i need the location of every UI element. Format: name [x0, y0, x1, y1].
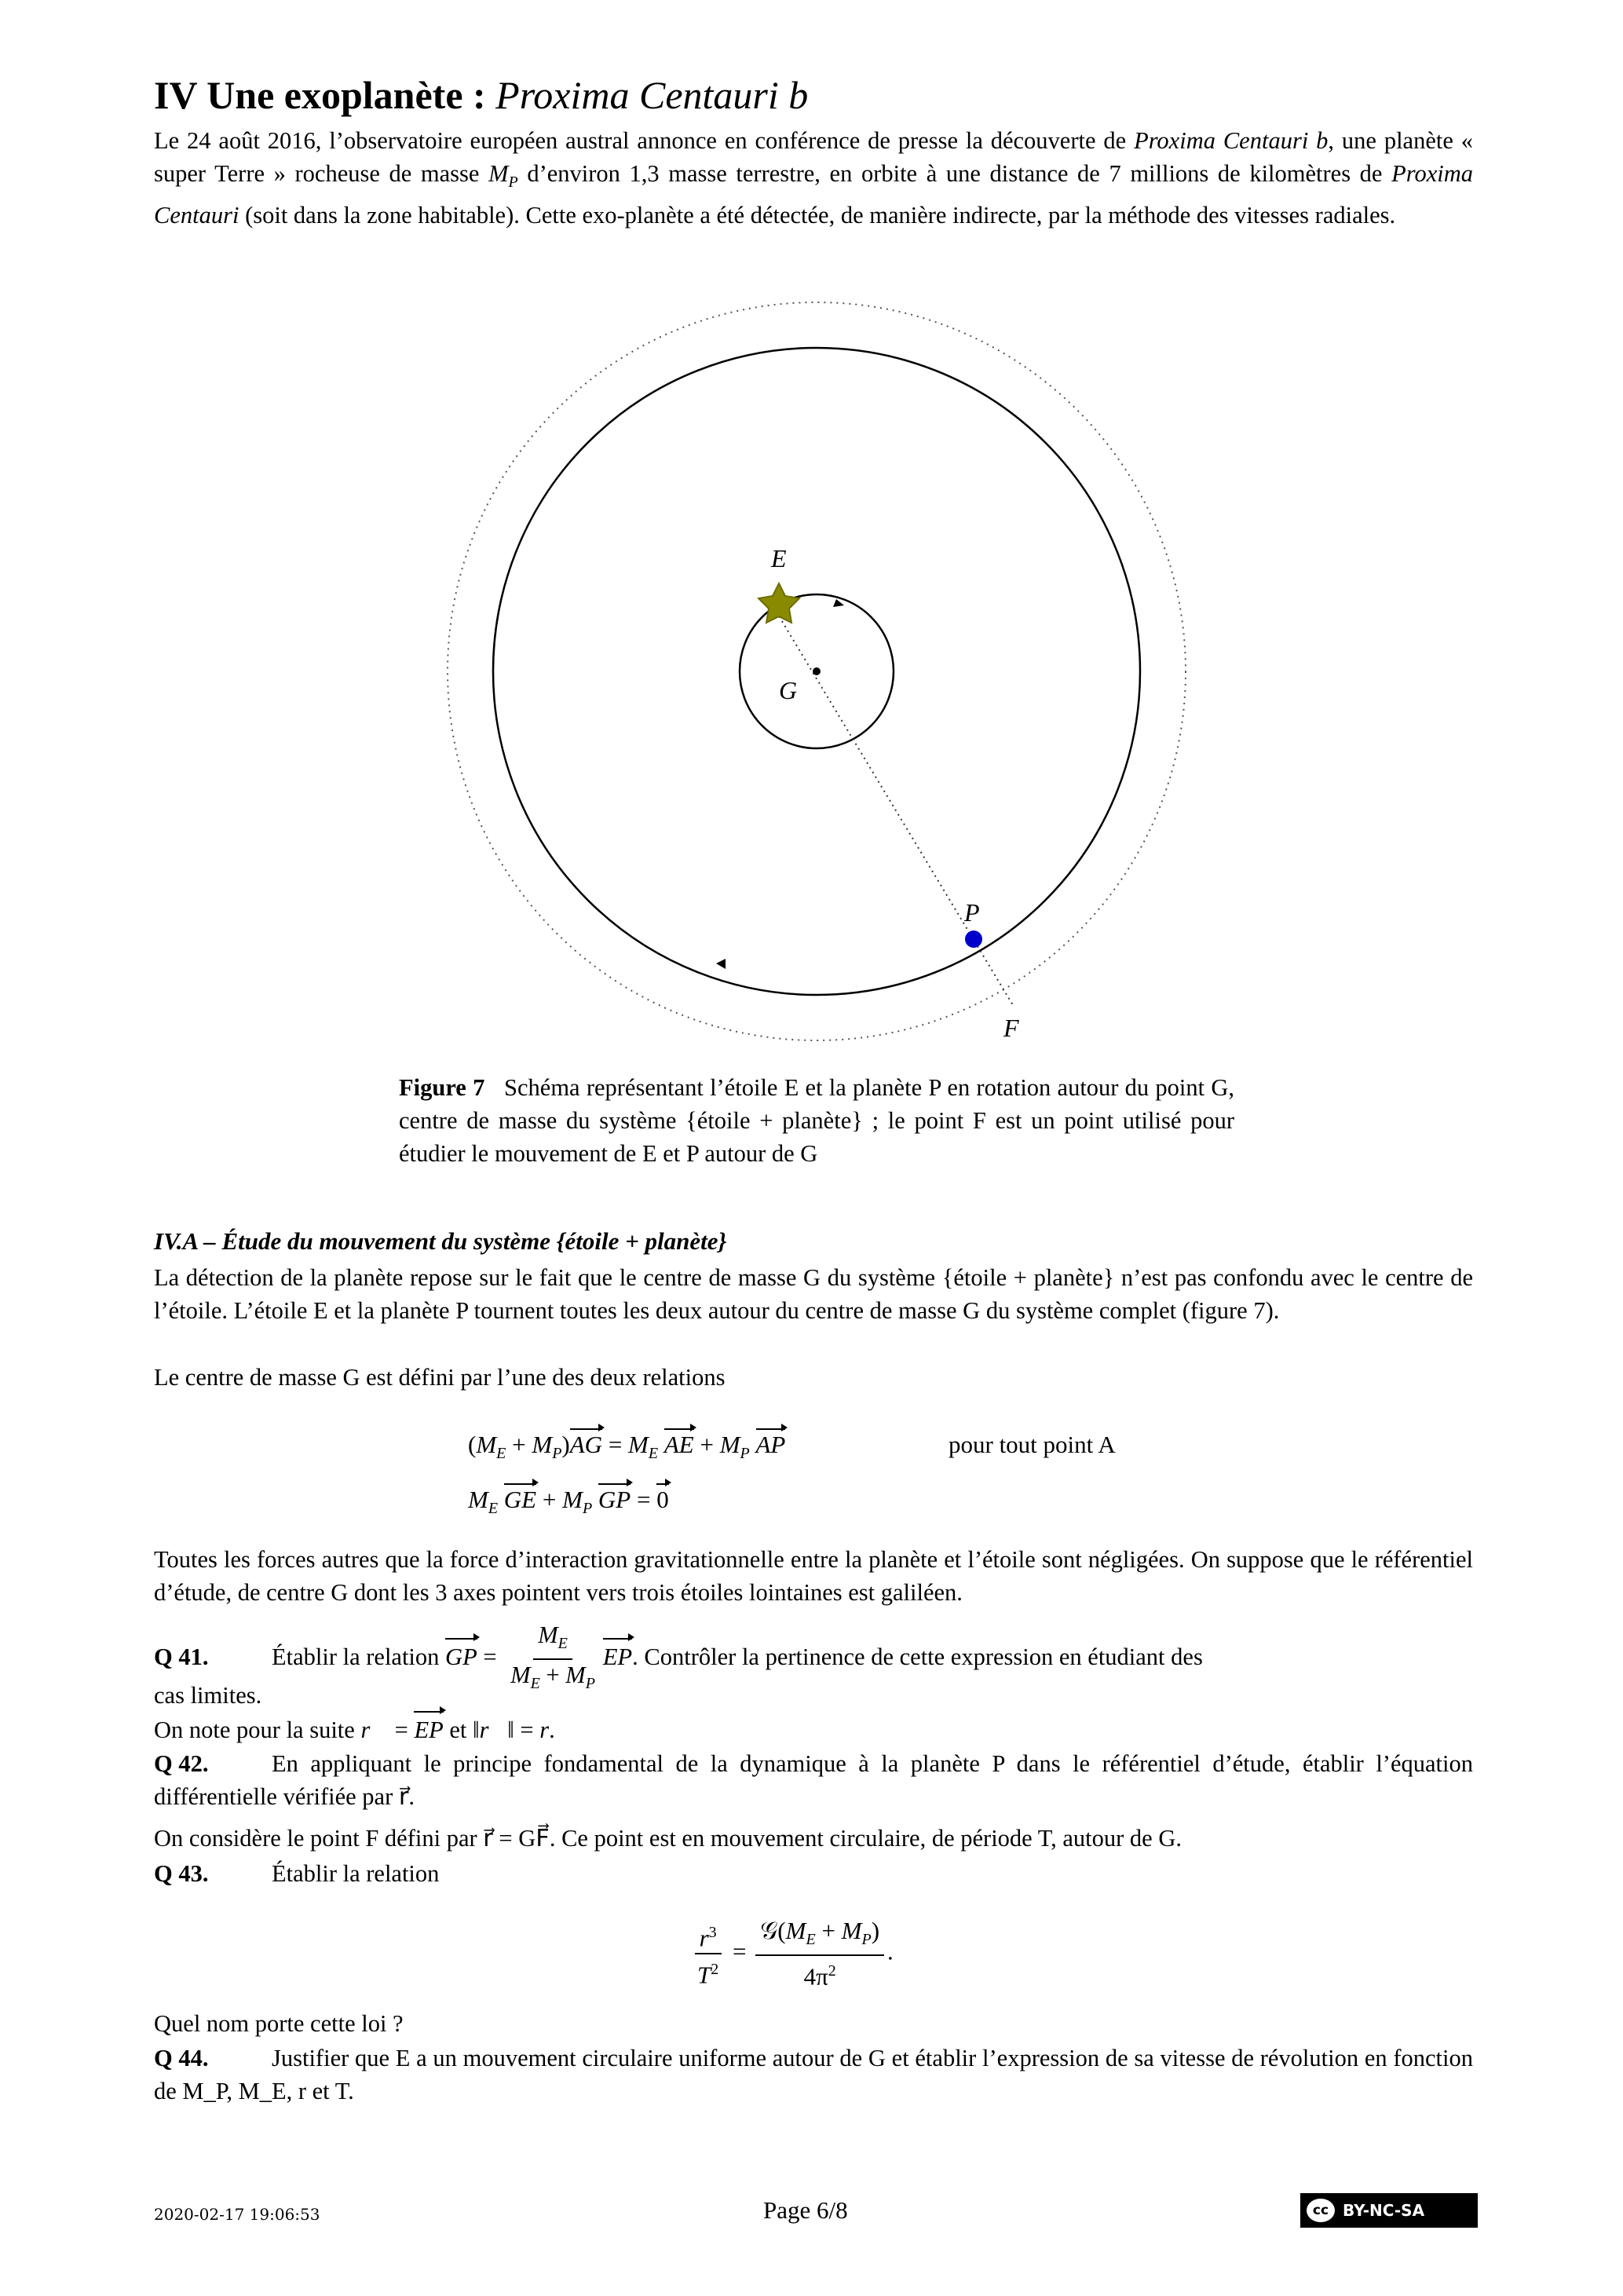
label-E: E — [771, 544, 787, 572]
star-icon — [758, 583, 799, 623]
equation-kepler: $\frac{r^3}{T^2}$ = $\frac{𝒢(M_E + M_P)}{4\pi^2}$ . — [689, 1916, 894, 1992]
question-44: Q 44. Justifier que E a un mouvement circulaire uniforme autour de G et établir l’expression de sa vitesse de révolution en fonction de M_P, M_E, r et T. — [154, 2045, 1473, 2104]
figure-caption: Figure 7 Schéma représentant l’étoile E et la planète P en rotation autour du point G, centre de masse du système {étoile + planète} ; le point F est un point utilisé pour étudier le mouvement de E et P autour de G — [399, 1074, 1234, 1167]
cc-icon: cc — [1307, 2199, 1335, 2222]
equation-2: $M_E$ GE + $M_P$ GP = 0 — [468, 1486, 669, 1518]
planet-icon — [965, 930, 982, 948]
label-P: P — [964, 898, 980, 927]
timestamp: 2020-02-17 19:06:53 — [154, 2205, 320, 2224]
question-43: Q 43. Établir la relation — [154, 1860, 440, 1887]
equation-1-condition: pour tout point A — [949, 1431, 1116, 1458]
page-number: Page 6/8 — [763, 2196, 848, 2224]
equation-1: $(M_E + M_P)AG = M_E$ AE + $M_P$ AP — [468, 1431, 786, 1463]
license-badge — [1300, 2193, 1478, 2228]
section-heading: IV.A – Étude du mouvement du système {étoile + planète} — [154, 1227, 727, 1255]
notation-line: On note pour la suite r⃗ = EP et ‖r⃗‖ = r. — [154, 1713, 1473, 1746]
center-of-mass-G — [813, 667, 821, 675]
body-paragraph-2: Le centre de masse G est défini par l’une des deux relations — [154, 1364, 726, 1391]
body-paragraph-4: On considère le point F défini par r⃗ = GF⃗. Ce point est en mouvement circulaire, de période T, autour de G. — [154, 1825, 1182, 1852]
intro-paragraph: Le 24 août 2016, l’observatoire européen austral annonce en conférence de presse la découverte de Proxima Centauri b, une planète « super Terre » rocheuse de masse $M_P$ d’environ 1,3 masse terrestre, en orbite à une distance de 7 millions de kilomètres de Proxima Centauri (soit dans la zone habitable). Cette exo-planète a été détectée, de manière indirecte, par la méthode des vitesses radiales. — [154, 127, 1474, 229]
orbit-diagram — [408, 271, 1241, 1044]
question-42: Q 42. En appliquant le principe fondamental de la dynamique à la planète P dans le référentiel d’étude, établir l’équation différentielle vérifiée par r⃗. — [154, 1750, 1473, 1810]
body-paragraph-3: Toutes les forces autres que la force d’interaction gravitationnelle entre la planète et l’étoile sont négligées. On suppose que le référentiel d’étude, de centre G dont les 3 axes pointent vers trois étoiles lointaines est galiléen. — [154, 1546, 1473, 1606]
orbit-arrow-outer — [716, 959, 726, 969]
question-41: Q 41. Établir la relation GP = $\frac{M_E}{M_E + M_P}$ EP. Contrôler la pertinence de cette expression en étudiant des — [154, 1621, 1203, 1693]
orbit-arrow-inner — [833, 599, 844, 607]
page-title: IV Une exoplanète : Proxima Centauri b — [154, 73, 809, 117]
body-paragraph-5: Quel nom porte cette loi ? — [154, 2010, 404, 2037]
body-paragraph-1: La détection de la planète repose sur le fait que le centre de masse G du système {étoile + planète} n’est pas confondu avec le centre de l’étoile. L’étoile E et la planète P tournent toutes les deux autour du centre de masse G du système complet (figure 7). — [154, 1264, 1473, 1324]
label-F: F — [1003, 1014, 1019, 1042]
question-41-cont: cas limites. — [154, 1682, 262, 1709]
license-text: BY-NC-SA — [1343, 2201, 1425, 2220]
label-G: G — [779, 676, 798, 704]
